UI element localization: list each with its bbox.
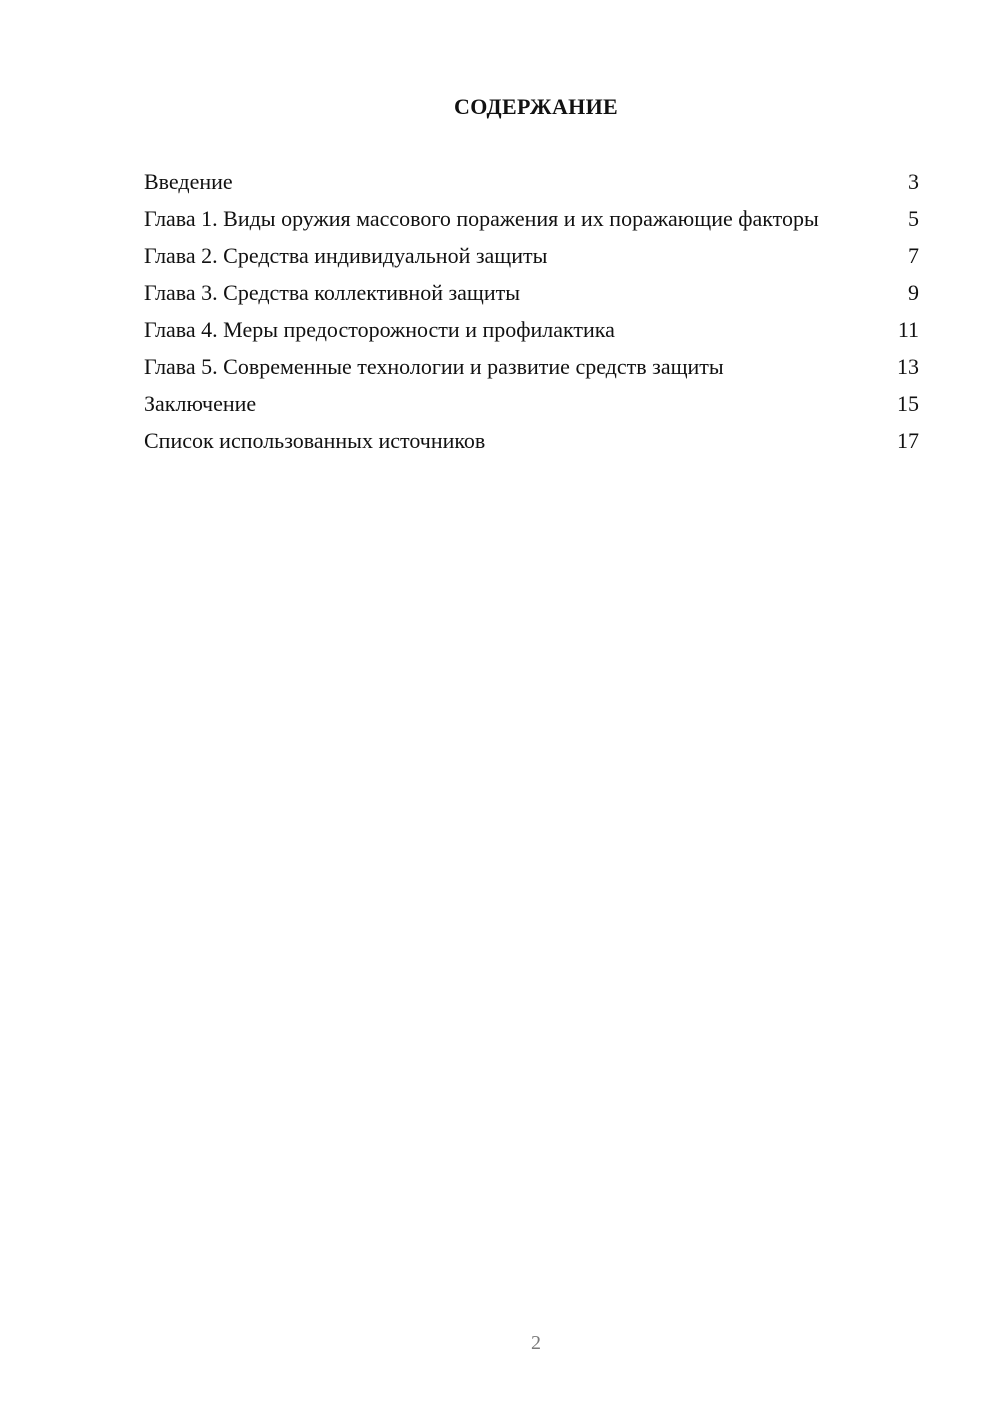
toc-entry-chapter-3 bbox=[144, 279, 919, 307]
toc-entry-introduction bbox=[144, 168, 919, 196]
page-title: СОДЕРЖАНИЕ bbox=[454, 94, 618, 119]
toc-entry-label: Глава 1. Виды оружия массового поражения и их поражающие факторы bbox=[144, 206, 819, 231]
toc-entry-label: Список использованных источников bbox=[144, 428, 486, 453]
toc-entry-chapter-1 bbox=[144, 205, 919, 233]
toc-entry-chapter-4 bbox=[144, 316, 919, 344]
toc-entry-page: 7 bbox=[908, 243, 919, 268]
table-of-contents bbox=[144, 168, 919, 464]
page-number: 2 bbox=[531, 1332, 541, 1354]
toc-entry-chapter-5 bbox=[144, 353, 919, 381]
toc-entry-label: Глава 5. Современные технологии и развитие средств защиты bbox=[144, 354, 724, 379]
toc-entry-page: 9 bbox=[908, 280, 919, 305]
toc-entry-label: Глава 3. Средства коллективной защиты bbox=[144, 280, 521, 305]
toc-entry-references bbox=[144, 427, 919, 455]
toc-entry-page: 13 bbox=[897, 354, 919, 379]
toc-entry-chapter-2 bbox=[144, 242, 919, 270]
toc-entry-conclusion bbox=[144, 390, 919, 418]
toc-entry-label: Заключение bbox=[144, 391, 257, 416]
toc-entry-label: Глава 2. Средства индивидуальной защиты bbox=[144, 243, 548, 268]
toc-entry-page: 17 bbox=[897, 428, 919, 453]
toc-entry-page: 11 bbox=[897, 317, 919, 342]
toc-entry-page: 15 bbox=[897, 391, 919, 416]
toc-entry-label: Введение bbox=[144, 169, 233, 194]
toc-entry-page: 5 bbox=[908, 206, 919, 231]
toc-entry-label: Глава 4. Меры предосторожности и профилактика bbox=[144, 317, 615, 342]
toc-entry-page: 3 bbox=[908, 169, 919, 194]
